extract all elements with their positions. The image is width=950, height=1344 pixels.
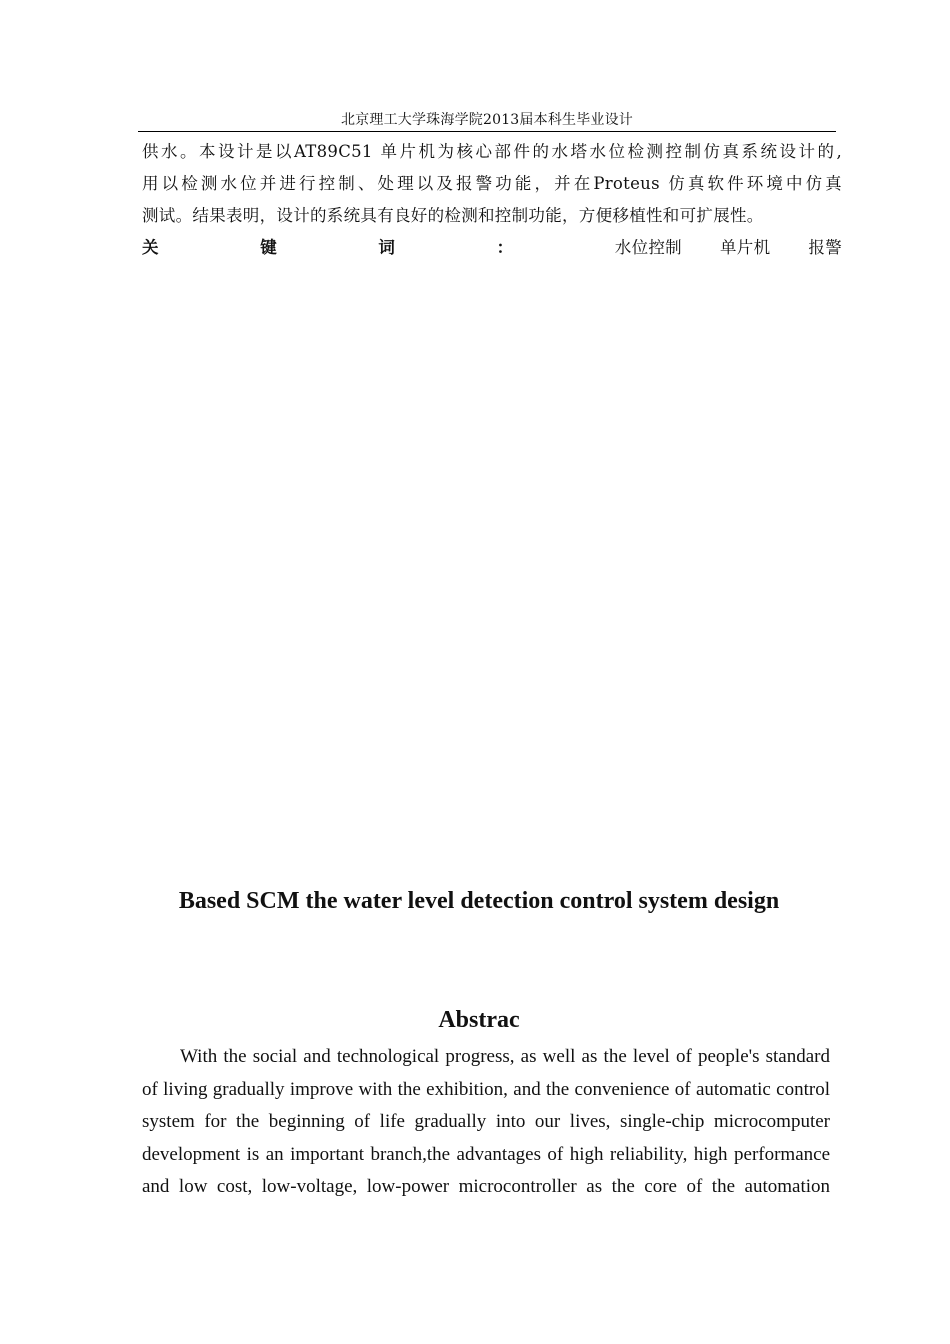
- abstract-line: of living gradually improve with the exhibition, and the convenience of automatic control: [142, 1078, 830, 1100]
- chinese-abstract-body: [142, 136, 842, 264]
- keywords-line: [142, 232, 842, 264]
- keyword: 单片机: [719, 238, 771, 257]
- abstract-line: development is an important branch,the advantages of high reliability, high performance: [142, 1143, 830, 1165]
- abstract-line: system for the beginning of life gradually into our lives, single-chip microcomputer: [142, 1111, 830, 1133]
- abstract-line: and low cost, low-voltage, low-power microcontroller as the core of the automation: [142, 1176, 830, 1198]
- abstract-body: [142, 1041, 830, 1204]
- abstract-line: With the social and technological progress, as well as the level of people's standard: [180, 1046, 830, 1067]
- chinese-abstract-line: 用以检测水位并进行控制、处理以及报警功能，并在Proteus 仿真软件环境中仿真: [142, 174, 842, 193]
- english-title: Based SCM the water level detection control system design: [178, 888, 780, 914]
- keyword: 报警: [808, 238, 842, 257]
- keywords-label: 关键词：: [142, 238, 615, 257]
- keyword: 水位控制: [614, 238, 682, 257]
- chinese-abstract-line: 测试。结果表明，设计的系统具有良好的检测和控制功能，方便移植性和可扩展性。: [142, 206, 764, 225]
- abstract-heading: Abstrac: [438, 1007, 520, 1033]
- chinese-abstract-line: 供水。本设计是以AT89C51 单片机为核心部件的水塔水位检测控制仿真系统设计的,: [142, 142, 842, 161]
- page-header: 北京理工大学珠海学院2013届本科生毕业设计: [138, 110, 836, 132]
